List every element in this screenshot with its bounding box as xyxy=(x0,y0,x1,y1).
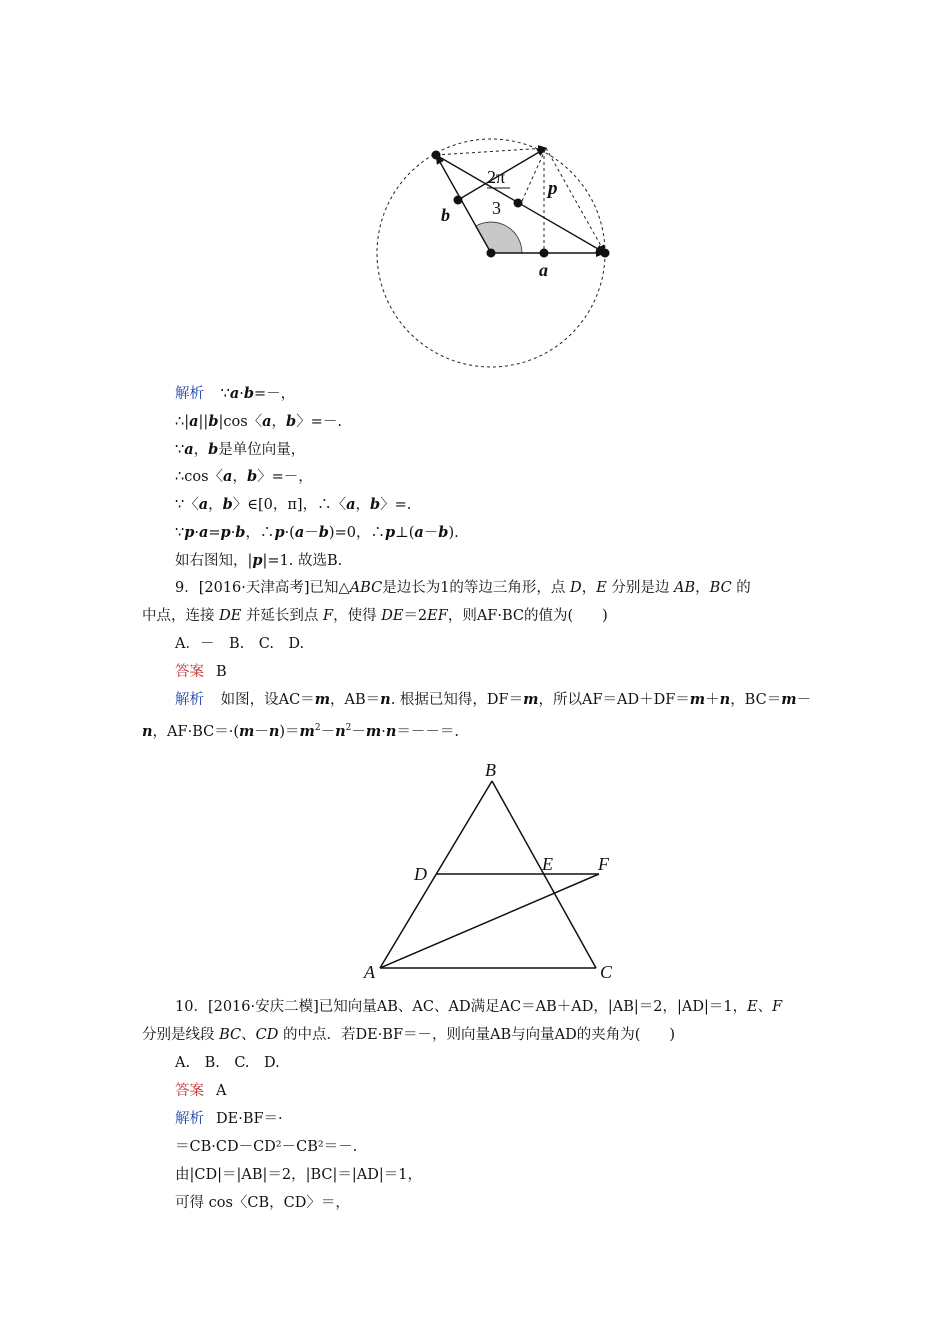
vector-n: n xyxy=(142,722,153,740)
text: ， xyxy=(232,469,247,485)
answer-label: 答案 xyxy=(175,1083,204,1099)
question9-line1 xyxy=(175,578,751,598)
segment-AF xyxy=(380,874,599,968)
text: )＝ xyxy=(279,723,300,740)
question10-solution-line1 xyxy=(175,1109,283,1129)
text: － xyxy=(254,723,269,740)
vector-p: p xyxy=(274,524,285,541)
italic-term: F xyxy=(323,608,334,624)
vector-b: b xyxy=(318,524,329,541)
text: DE·BF＝· xyxy=(216,1111,283,1127)
text: · xyxy=(239,386,244,402)
text: 如图，设AC＝ xyxy=(220,692,315,708)
question10-solution-line4: 可得 cos〈CB，CD〉＝， xyxy=(175,1195,350,1211)
angle-denominator: 3 xyxy=(492,198,501,218)
italic-term: E xyxy=(747,999,758,1015)
label-D: D xyxy=(414,864,427,884)
text: 、 xyxy=(241,1027,256,1043)
point-b-end xyxy=(432,151,441,160)
vector-p: p xyxy=(220,524,231,541)
solution1-line7 xyxy=(175,551,342,571)
vector-n: n xyxy=(335,722,346,740)
text: 的中点．若DE·BF＝－，则向量AB与向量AD的夹角为( ) xyxy=(278,1027,676,1043)
label-b: b xyxy=(441,205,450,225)
label-B: B xyxy=(485,760,496,780)
text: ＋ xyxy=(705,692,720,708)
italic-term: EF xyxy=(427,608,448,624)
point-b-mid xyxy=(454,196,463,205)
text: ∴cos〈 xyxy=(175,469,224,485)
vector-b: b xyxy=(208,441,219,458)
text: ∵〈 xyxy=(175,497,199,513)
text: ， xyxy=(695,580,710,596)
vector-a: a xyxy=(198,496,209,513)
text: · xyxy=(381,723,386,740)
label-A: A xyxy=(364,962,375,982)
solution1-line2 xyxy=(175,412,342,432)
text: 中点，连接 xyxy=(142,608,220,624)
point-a-end xyxy=(601,249,610,258)
vector-m: m xyxy=(314,691,331,708)
dashed-p-diagonal xyxy=(522,148,546,201)
text: =－， xyxy=(254,386,296,402)
vector-b: b xyxy=(246,468,258,485)
vector-n: n xyxy=(719,691,731,708)
text: ，AF·BC＝·( xyxy=(152,723,239,740)
solution1-line6 xyxy=(175,523,459,543)
vector-b: b xyxy=(243,385,254,402)
question9-answer xyxy=(175,662,227,682)
text: . 根据已知得，DF＝ xyxy=(390,692,524,708)
text: 分别是边 xyxy=(606,580,674,596)
vector-a: a xyxy=(262,413,272,430)
vector-a: a xyxy=(346,496,356,513)
vector-b: b xyxy=(438,524,449,541)
text: |=1. 故选B. xyxy=(262,553,343,569)
dashed-p-to-a xyxy=(546,148,605,253)
text: ， xyxy=(581,580,597,596)
triangle-figure xyxy=(358,750,630,986)
answer-label: 答案 xyxy=(175,664,204,680)
text: ∵ xyxy=(220,386,230,402)
text: 〉=－. xyxy=(296,414,342,430)
italic-term: DE xyxy=(219,608,242,624)
italic-term: CD xyxy=(255,1027,279,1043)
text: · xyxy=(194,525,199,541)
text: 是边长为1的等边三角形，点 xyxy=(382,580,571,596)
vector-p: p xyxy=(252,552,263,569)
italic-term: E xyxy=(596,580,607,596)
vector-n: n xyxy=(268,722,280,740)
point-a-mid xyxy=(540,249,549,258)
text: ，∴ xyxy=(245,525,275,541)
vector-b xyxy=(436,155,491,253)
text: ). xyxy=(448,525,459,541)
text: ∵ xyxy=(175,442,185,458)
angle-numerator: 2π xyxy=(487,167,506,187)
question10-options: A. B. C. D. xyxy=(175,1055,280,1071)
text: － xyxy=(423,525,439,541)
question10-line1 xyxy=(175,997,782,1017)
exponent: 2 xyxy=(314,723,321,733)
text: 9．[2016·天津高考]已知△ xyxy=(175,580,350,596)
text: 、 xyxy=(757,999,773,1015)
vector-p: p xyxy=(384,524,396,541)
label-C: C xyxy=(600,962,613,982)
vector-n: n xyxy=(380,691,391,708)
text: － xyxy=(304,525,319,541)
text: 〉=－， xyxy=(257,469,313,485)
italic-term: D xyxy=(570,580,582,596)
vector-n: n xyxy=(385,722,397,740)
italic-term: DE xyxy=(381,608,404,624)
text: ， xyxy=(355,497,370,513)
text: ，所以AF＝AD＋DF＝ xyxy=(538,692,690,708)
text: ＝－－＝. xyxy=(396,723,460,740)
vector-a: a xyxy=(189,413,199,430)
question10-line2 xyxy=(142,1025,675,1045)
label-F: F xyxy=(598,854,609,874)
vector-a: a xyxy=(223,468,233,485)
text: · xyxy=(230,525,236,541)
text: ⊥( xyxy=(395,525,415,541)
text: ， xyxy=(208,497,223,513)
italic-term: ABC xyxy=(349,580,383,596)
vector-a: a xyxy=(184,441,194,458)
italic-term: BC xyxy=(709,580,732,596)
text: 的 xyxy=(731,580,751,596)
text: － xyxy=(796,692,812,708)
vector-b: b xyxy=(370,496,381,513)
question10-solution-line3: 由|CD|＝|AB|＝2，|BC|＝|AD|＝1， xyxy=(175,1167,422,1183)
question10-solution-line2: ＝CB·CD－CD²－CB²＝－. xyxy=(175,1139,358,1155)
text: ∴| xyxy=(175,414,190,430)
solution1-line3 xyxy=(175,440,305,460)
text: 并延长到点 xyxy=(241,608,324,624)
solution1-line5 xyxy=(175,495,411,515)
point-origin xyxy=(487,249,496,258)
text: － xyxy=(351,723,366,740)
label-a: a xyxy=(539,260,548,280)
text: － xyxy=(320,723,336,740)
label-p: p xyxy=(548,178,558,199)
text: 〉=. xyxy=(380,497,412,513)
text: ，则AF·BC的值为( ) xyxy=(447,608,608,624)
exponent: 2 xyxy=(345,723,352,733)
vector-a: a xyxy=(414,524,424,541)
question9-options: A．－ B. C. D. xyxy=(175,636,305,652)
vector-p: p xyxy=(184,524,195,541)
vector-m: m xyxy=(365,722,382,740)
text: ∵ xyxy=(175,525,185,541)
italic-term: F xyxy=(772,999,783,1015)
vector-m: m xyxy=(689,691,706,708)
text: )=0，∴ xyxy=(328,525,385,541)
text: = xyxy=(208,525,221,541)
italic-term: BC xyxy=(219,1027,242,1043)
vector-m: m xyxy=(523,691,539,708)
answer-value: B xyxy=(216,664,227,680)
vector-b: b xyxy=(222,496,233,513)
vector-m: m xyxy=(781,691,797,708)
vector-circle-figure xyxy=(362,122,624,380)
text: ·( xyxy=(284,525,295,541)
solution-label: 解析 xyxy=(175,1111,204,1127)
text: 10．[2016·安庆二模]已知向量AB、AC、AD满足AC＝AB＋AD，|AB|＝2，|AD|＝1， xyxy=(175,999,748,1015)
solution-label: 解析 xyxy=(175,692,204,708)
text: 如右图知，| xyxy=(175,553,253,569)
question10-answer xyxy=(175,1081,226,1101)
solution1-line4 xyxy=(175,467,313,487)
vector-m: m xyxy=(238,722,255,740)
solution1-line1 xyxy=(175,384,295,404)
text: ，AB＝ xyxy=(330,692,381,708)
solution-label: 解析 xyxy=(175,386,204,402)
question9-line2 xyxy=(142,606,608,626)
label-E: E xyxy=(542,854,553,874)
vector-a: a xyxy=(229,385,240,402)
italic-term: AB xyxy=(674,580,696,596)
vector-b: b xyxy=(235,524,246,541)
text: 〉∈[0，π]，∴〈 xyxy=(232,497,347,513)
text: || xyxy=(198,414,209,430)
text: ， xyxy=(193,442,209,458)
question9-solution-line1 xyxy=(175,690,811,710)
text: ， xyxy=(271,414,287,430)
text: ，BC＝ xyxy=(730,692,782,708)
vector-m: m xyxy=(299,722,315,740)
text: ＝2 xyxy=(403,608,428,624)
text: ，使得 xyxy=(333,608,382,624)
text: 分别是线段 xyxy=(142,1027,220,1043)
vector-a: a xyxy=(198,524,209,541)
answer-value: A xyxy=(216,1083,227,1099)
vector-b: b xyxy=(208,413,219,430)
dashed-b-to-p xyxy=(436,148,546,155)
question9-solution-line2 xyxy=(142,718,459,742)
text: |cos〈 xyxy=(218,414,263,430)
text: 是单位向量， xyxy=(218,442,306,458)
vector-b: b xyxy=(286,413,297,430)
vector-a: a xyxy=(294,524,305,541)
point-p-foot xyxy=(514,199,523,208)
